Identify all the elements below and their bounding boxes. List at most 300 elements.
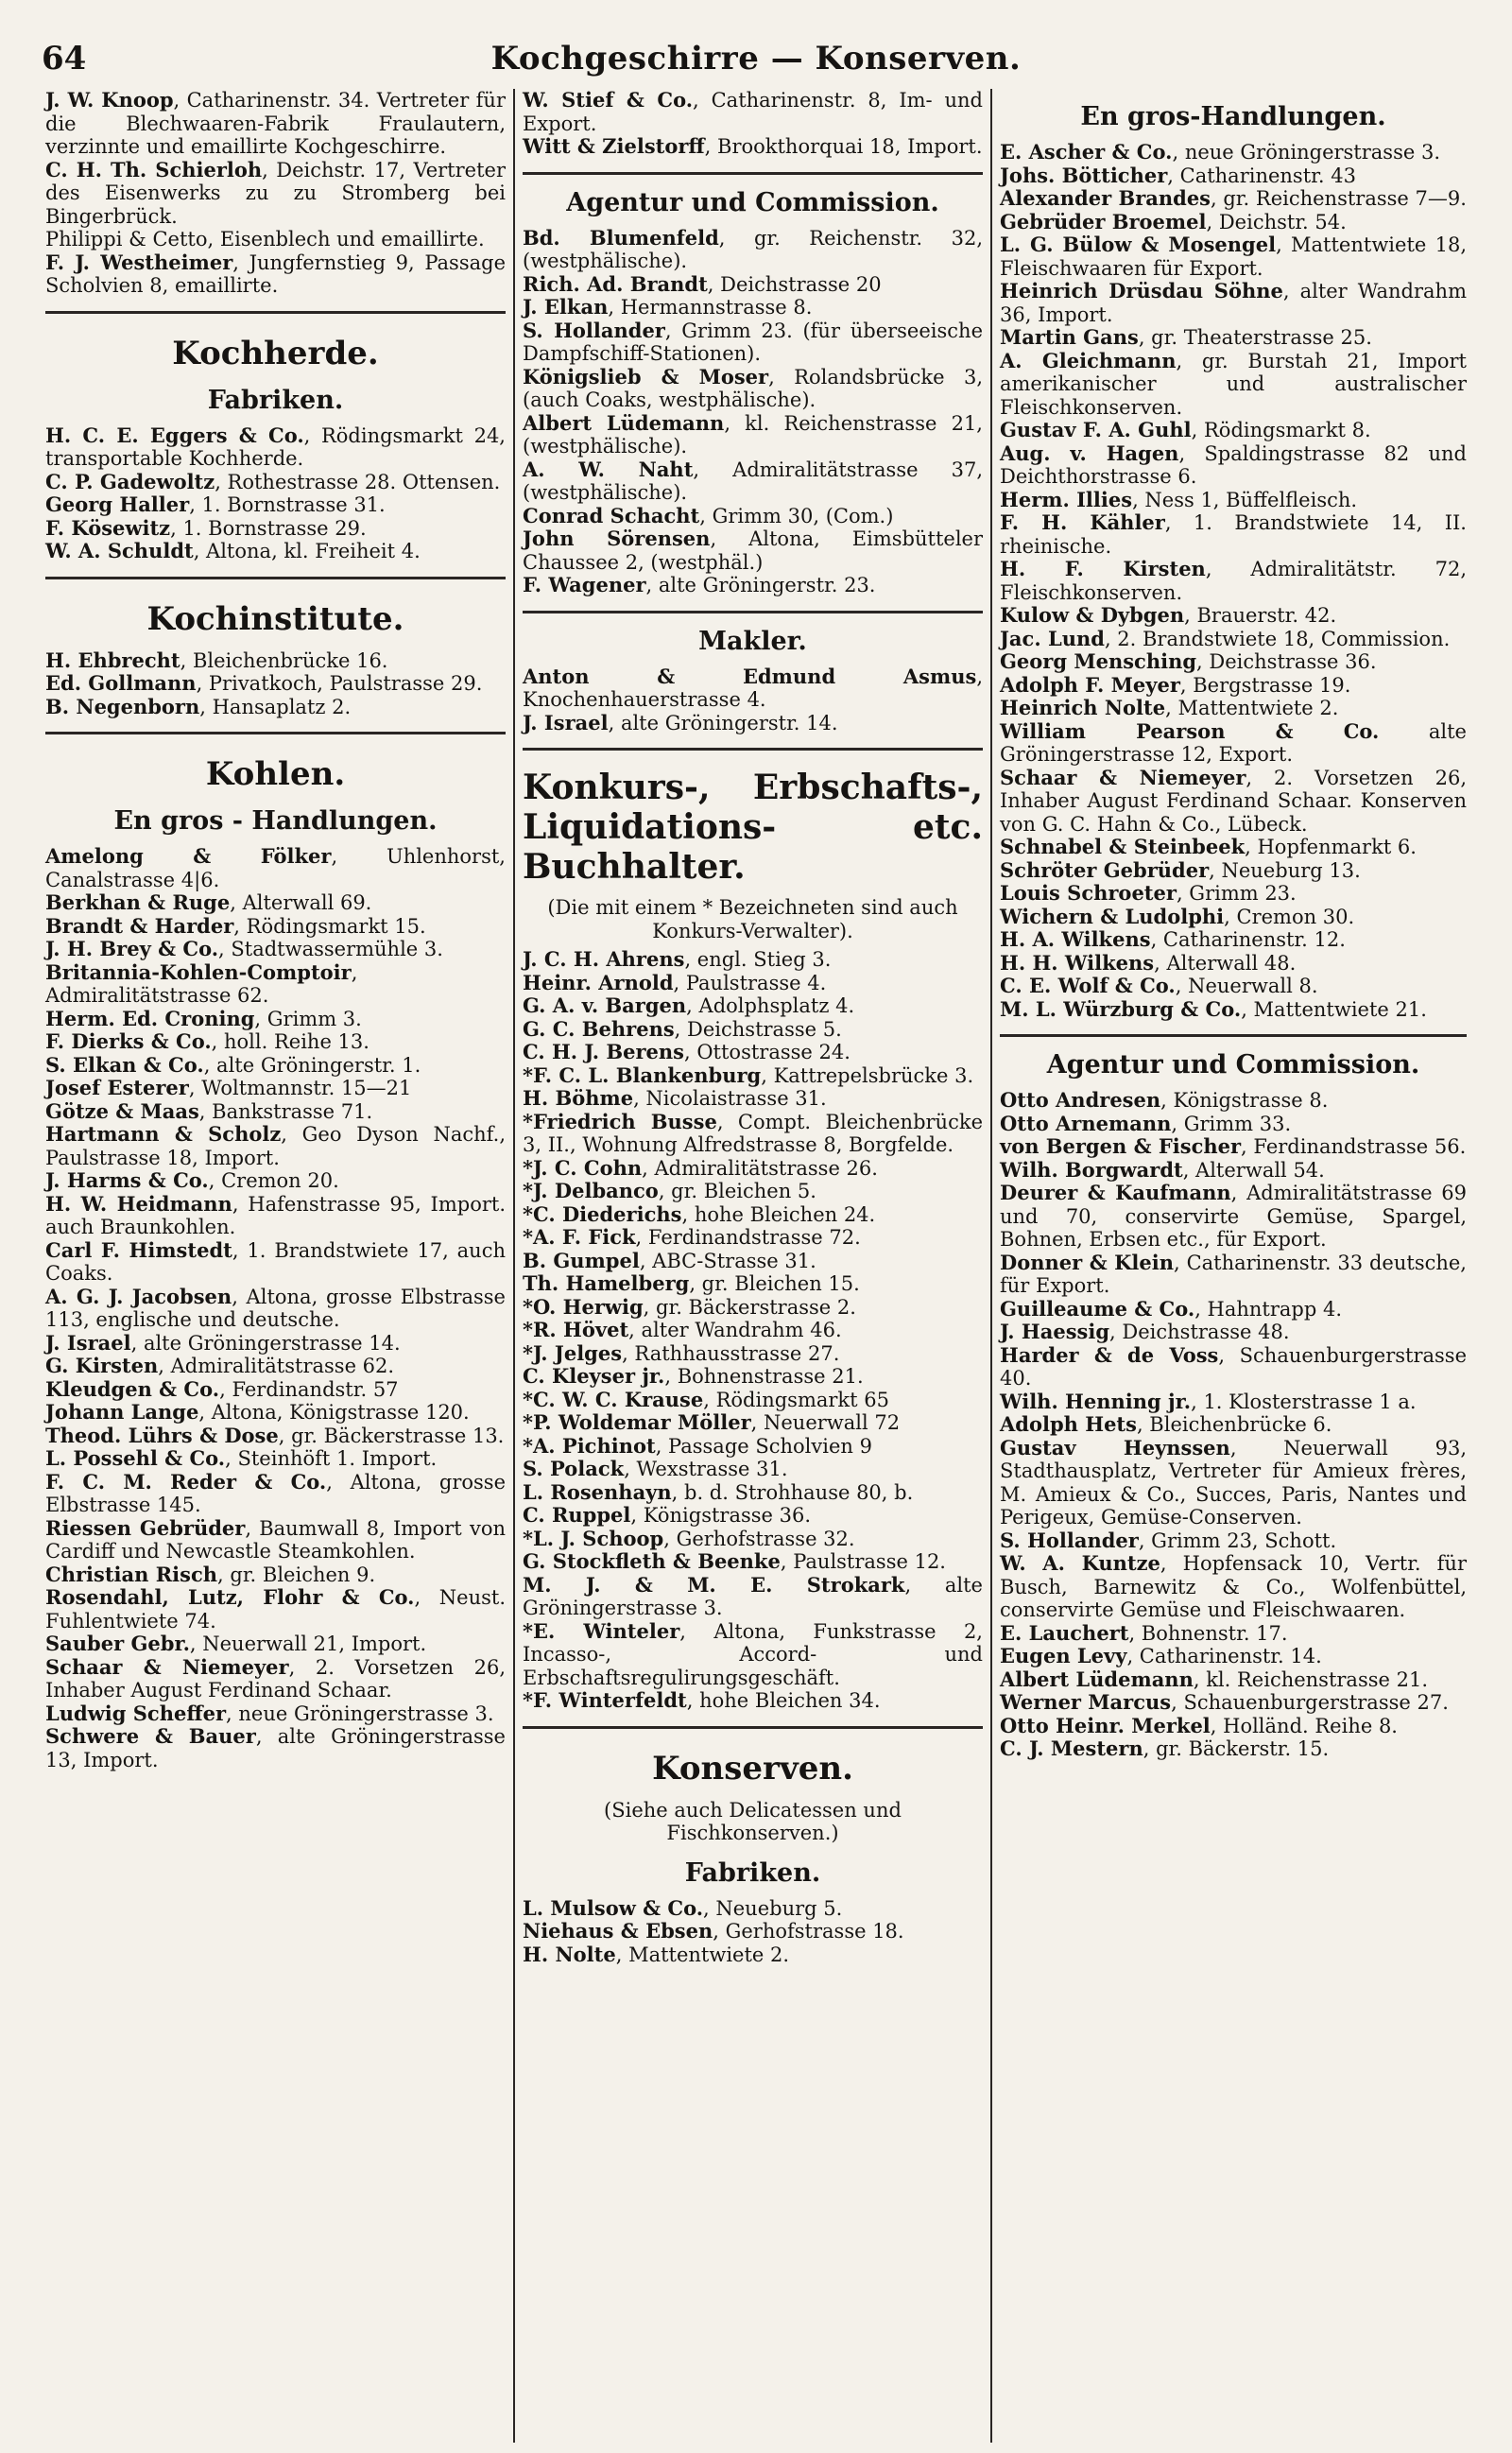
entry-name: B. Gumpel (523, 1248, 640, 1272)
entry-name: Eugen Levy (1000, 1644, 1127, 1667)
directory-entry (1000, 1344, 1467, 1391)
directory-entry (1000, 697, 1467, 720)
section-divider (45, 732, 506, 734)
entry-address: , alte Gröningerstr. 14. (608, 711, 838, 734)
section-divider (523, 748, 983, 751)
entry-name: W. A. Kuntze (1000, 1551, 1160, 1575)
entry-name: H. Ehbrecht (45, 648, 180, 672)
entry-name: J. H. Brey & Co. (45, 937, 219, 960)
directory-entry (1000, 164, 1467, 188)
entry-name: Georg Haller (45, 492, 190, 516)
entry-address: , Brauerstr. 42. (1184, 604, 1337, 627)
directory-entry (45, 1447, 506, 1471)
section-divider (523, 1726, 983, 1729)
entry-name: Kulow & Dybgen (1000, 603, 1185, 627)
directory-entry (1000, 442, 1467, 489)
entry-address: , Ferdinandstr. 57 (219, 1377, 399, 1401)
directory-entry (45, 1425, 506, 1448)
entry-address: , Admiralitätstrasse 37, (westphälische). (523, 458, 983, 504)
directory-entry (45, 1008, 506, 1031)
entry-name: H. F. Kirsten (1000, 557, 1206, 580)
entry-address: , Mattentwiete 21. (1241, 997, 1427, 1021)
entry-name: *J. Jelges (523, 1340, 623, 1365)
directory-entry (1000, 650, 1467, 674)
directory-entry (523, 1041, 983, 1064)
entry-address: , gr. Bäckerstrasse 2. (643, 1295, 856, 1319)
entry-address: , Mattentwiete 18, Fleischwaaren für Export. (1000, 233, 1467, 280)
entry-name: Wichern & Ludolphi (1000, 904, 1225, 928)
entry-address: , b. d. Strohhause 80, b. (671, 1480, 914, 1504)
entry-address: , Hansaplatz 2. (199, 695, 352, 718)
entry-name: W. A. Schuldt (45, 539, 194, 562)
entry-name: J. W. Knoop (45, 89, 174, 112)
entry-name: G. C. Behrens (523, 1016, 675, 1041)
entry-name: L. Mulsow & Co. (523, 1895, 704, 1920)
entry-name: Wilh. Borgwardt (1000, 1157, 1183, 1182)
entry-address: , Altona, kl. Freiheit 4. (193, 540, 421, 562)
entry-name: A. G. J. Jacobsen (45, 1284, 232, 1308)
directory-entry (1000, 511, 1467, 558)
directory-entry (523, 665, 983, 712)
directory-entry (523, 1389, 983, 1412)
directory-entry (45, 1471, 506, 1517)
directory-entry (1000, 211, 1467, 234)
directory-entry (1000, 1298, 1467, 1322)
directory-entry (523, 574, 983, 597)
entry-address: , Gerhofstrasse 18. (713, 1920, 904, 1943)
directory-entry (523, 972, 983, 995)
entry-address: , alte Gröningerstrasse 13, Import. (45, 1725, 506, 1771)
entry-address: , kl. Reichenstrasse 21. (1193, 1667, 1429, 1691)
entry-address: , holl. Reihe 13. (211, 1030, 369, 1053)
entry-address: , 2. Vorsetzen 26, Inhaber August Ferdinand Schaar. (45, 1655, 506, 1702)
entry-name: C. H. Th. Schierloh (45, 157, 263, 181)
directory-entry (523, 1897, 983, 1921)
section-note: (Siehe auch Delicatessen und Fischkonserven.) (604, 1798, 902, 1844)
entry-address: , Hermannstrasse 8. (608, 296, 813, 319)
directory-entry (523, 1203, 983, 1227)
entry-address: , Rolandsbrücke 3, (auch Coaks, westphälische). (523, 365, 983, 411)
entry-name: Schaar & Niemeyer (45, 1654, 289, 1679)
entry-address: , Deichstr. 17, Vertreter des Eisenwerks zu zu Stromberg bei Bingerbrück. (45, 158, 506, 228)
directory-entry (1000, 952, 1467, 976)
directory-entry (45, 1030, 506, 1054)
entry-name: C. J. Mestern (1000, 1736, 1143, 1760)
entry-name: *A. Pichinot (523, 1433, 656, 1458)
entry-name: Martin Gans (1000, 325, 1139, 349)
entry-name: Gustav Heynssen (1000, 1435, 1230, 1460)
entry-name: Herm. Ed. Croning (45, 1006, 255, 1030)
directory-entry (45, 1054, 506, 1078)
directory-entry (523, 1411, 983, 1435)
directory-entry (45, 424, 506, 471)
entry-name: M. J. & M. E. Strokark (523, 1572, 905, 1597)
entry-name: *Friedrich Busse (523, 1109, 717, 1133)
directory-entry (523, 458, 983, 505)
directory-entry (1000, 1159, 1467, 1183)
entry-name: Britannia-Kohlen-Comptoir (45, 959, 352, 984)
entry-name: F. J. Westheimer (45, 250, 233, 274)
entry-name: Werner Marcus (1000, 1690, 1172, 1714)
entry-name: Theod. Lührs & Dose (45, 1423, 279, 1447)
directory-entry (1000, 233, 1467, 280)
entry-name: Kleudgen & Co. (45, 1376, 220, 1401)
entry-address: , Bleichenbrücke 16. (180, 648, 388, 672)
directory-entry (45, 1239, 506, 1286)
directory-entry (523, 1481, 983, 1505)
entry-address: , Catharinenstr. 33 deutsche, für Export. (1000, 1251, 1467, 1297)
entry-address: , Alterwall 48. (1154, 951, 1297, 975)
directory-entry (45, 471, 506, 494)
directory-entry (1000, 558, 1467, 604)
entry-address: , Neuerwall 8. (1175, 975, 1318, 997)
directory-entry (1000, 350, 1467, 420)
entry-address: , Königstrasse 8. (1160, 1089, 1329, 1112)
directory-entry (523, 296, 983, 320)
page-header (38, 36, 1474, 89)
entry-address: , Bleichenbrücke 6. (1136, 1413, 1332, 1436)
entry-name: J. Elkan (523, 295, 609, 319)
entry-name: Harder & de Voss (1000, 1342, 1219, 1367)
entry-name: Schaar & Niemeyer (1000, 765, 1246, 789)
entry-name: S. Elkan & Co. (45, 1052, 204, 1077)
directory-entry (523, 1920, 983, 1943)
entry-name: Adolph F. Meyer (1000, 672, 1180, 697)
directory-entry (523, 1458, 983, 1481)
entry-name: C. P. Gadewoltz (45, 469, 215, 493)
entry-address: , Grimm 23. (für überseeische Dampfschiff-Stationen). (523, 319, 983, 365)
entry-name: A. Gleichmann (1000, 348, 1177, 372)
section-heading: Kochinstitute. (146, 599, 404, 638)
directory-entry (523, 1180, 983, 1203)
directory-entry (523, 1574, 983, 1620)
entry-address: , gr. Reichenstr. 32, (westphälische). (523, 226, 983, 272)
directory-entry (1000, 1737, 1467, 1761)
directory-entry (523, 320, 983, 366)
entry-name: H. H. Wilkens (1000, 950, 1155, 975)
entry-name: Witt & Zielstorff (523, 134, 705, 158)
entry-name: *P. Woldemar Möller (523, 1410, 751, 1434)
directory-entry (45, 696, 506, 719)
entry-name: Berkhan & Ruge (45, 890, 231, 914)
directory-entry (523, 1272, 983, 1296)
entry-address: , Ferdinandstrasse 72. (635, 1226, 861, 1249)
entry-name: Amelong & Fölker (45, 844, 332, 868)
entry-address: , Altona, grosse Elbstrasse 145. (45, 1470, 506, 1516)
entry-address: , Rödingsmarkt 24, transportable Kochherde. (45, 423, 506, 470)
directory-entry (1000, 187, 1467, 211)
entry-address: , Compt. Bleichenbrücke 3, II., Wohnung Alfredstrasse 8, Borgfelde. (523, 1110, 983, 1156)
entry-address: , Holländ. Reihe 8. (1210, 1714, 1398, 1737)
entry-address: , Spaldingstrasse 82 und Deichthorstrasse 6. (1000, 441, 1467, 488)
directory-entry (45, 672, 506, 696)
entry-address: , Altona, Königstrasse 120. (198, 1401, 470, 1424)
entry-name: Albert Lüdemann (1000, 1667, 1194, 1691)
directory-entry (523, 1620, 983, 1690)
entry-name: Otto Heinr. Merkel (1000, 1713, 1211, 1737)
entry-name: Niehaus & Ebsen (523, 1919, 713, 1943)
entry-name: Alexander Brandes (1000, 186, 1211, 210)
directory-entry (523, 1064, 983, 1088)
entry-name: G. A. v. Bargen (523, 993, 687, 1017)
entry-address: , Neuerwall 93, Stadthausplatz, Vertreter für Amieux frères, M. Amieux & Co., Succes, Paris, Nantes und Perigeux, Gemüse-Conserven. (1000, 1436, 1467, 1529)
entry-name: Otto Andresen (1000, 1088, 1161, 1112)
entry-address: , Deichstrasse 36. (1196, 650, 1377, 673)
directory-entry (523, 366, 983, 412)
entry-address: , Ferdinandstrasse 56. (1241, 1135, 1467, 1158)
entry-name: A. W. Naht (523, 457, 694, 481)
entry-name: L. G. Bülow & Mosengel (1000, 233, 1277, 256)
entry-address: , 1. Bornstrasse 29. (170, 516, 367, 540)
entry-address: , Baumwall 8, Import von Cardiff und Newcastle Steamkohlen. (45, 1516, 506, 1563)
directory-entry (45, 1193, 506, 1239)
entry-name: F. C. M. Reder & Co. (45, 1469, 327, 1494)
directory-entry (1000, 998, 1467, 1022)
entry-name: Louis Schroeter (1000, 881, 1177, 905)
entry-name: J. Israel (523, 710, 609, 734)
section-divider (523, 611, 983, 613)
directory-entry (523, 273, 983, 297)
entry-address: , alter Wandrahm 46. (628, 1319, 842, 1341)
entry-name: J. Israel (45, 1330, 131, 1355)
entry-name: F. Kösewitz (45, 515, 171, 540)
directory-entry (45, 517, 506, 541)
section-heading: Konserven. (652, 1749, 853, 1788)
entry-name: H. Böhme (523, 1086, 634, 1110)
entry-address: , Deichstr. 54. (1206, 210, 1347, 233)
column-middle (515, 89, 992, 2443)
entry-address: , Nicolaistrasse 31. (633, 1087, 827, 1110)
entry-address: , Wexstrasse 31. (624, 1458, 788, 1480)
subsection-heading: En gros-Handlungen. (1080, 102, 1386, 131)
directory-entry (523, 948, 983, 972)
directory-entry (1000, 1529, 1467, 1553)
directory-entry (523, 994, 983, 1018)
entry-name: Rosendahl, Lutz, Flohr & Co. (45, 1585, 415, 1609)
directory-entry (1000, 419, 1467, 442)
entry-address: , Privatkoch, Paulstrasse 29. (196, 672, 483, 695)
directory-entry (1000, 882, 1467, 906)
entry-name: *J. Delbanco (523, 1179, 659, 1202)
directory-entry (45, 938, 506, 961)
entry-address: , Uhlenhorst, Canalstrasse 4|6. (45, 845, 506, 891)
entry-name: Schwere & Bauer (45, 1724, 256, 1748)
entry-name: M. L. Würzburg & Co. (1000, 996, 1242, 1021)
entry-address: , 2. Vorsetzen 26, Inhaber August Ferdinand Schaar. Konserven von G. C. Hahn & Co., Lübeck. (1000, 766, 1467, 836)
entry-name: Wilh. Henning jr. (1000, 1389, 1192, 1413)
entry-address: , Grimm 33. (1171, 1112, 1292, 1135)
directory-entry (523, 1504, 983, 1528)
directory-entry (45, 845, 506, 891)
directory-entry (523, 1018, 983, 1042)
entry-address: , Kattrepelsbrücke 3. (761, 1063, 974, 1087)
directory-entry (523, 1689, 983, 1713)
entry-address: , Bergstrasse 19. (1179, 673, 1351, 697)
directory-entry (523, 135, 983, 159)
entry-name: H. Nolte (523, 1942, 616, 1966)
entry-address: , Geo Dyson Nachf., Paulstrasse 18, Import. (45, 1123, 507, 1169)
entry-address: , kl. Reichenstrasse 21, (westphälische). (523, 411, 983, 458)
entry-address: , alte Gröningerstrasse 3. (523, 1573, 983, 1619)
entry-address: , Neueburg 13. (1209, 858, 1361, 882)
directory-entry (45, 961, 506, 1008)
entry-name: Conrad Schacht (523, 503, 700, 527)
entry-name: Sauber Gebr. (45, 1632, 190, 1655)
entry-address: , Rathhausstrasse 27. (622, 1341, 840, 1365)
entry-address: , Catharinenstr. 34. Vertreter für die Blechwaaren-Fabrik Fraulautern, verzinnte und emaillirte Kochgeschirre. (45, 89, 506, 158)
directory-entry (1000, 141, 1467, 164)
directory-entry (523, 1087, 983, 1111)
entry-address: , Cremon 30. (1224, 905, 1355, 928)
directory-entry (45, 1169, 506, 1193)
section-heading: Konkurs-, Erbschafts-, Liquidations- etc. Buchhalter. (523, 768, 983, 887)
directory-entry (1000, 1437, 1467, 1529)
directory-entry (523, 505, 983, 528)
entry-address: , Steinhöft 1. Import. (225, 1447, 438, 1470)
entry-address: , hohe Bleichen 34. (686, 1689, 881, 1712)
entry-address: , Schauenburgerstrasse 27. (1171, 1691, 1449, 1714)
entry-name: G. Stockfleth & Beenke (523, 1549, 781, 1573)
entry-address: , gr. Theaterstrasse 25. (1138, 326, 1372, 349)
entry-address: , Jungfernstieg 9, Passage Scholvien 8, emaillirte. (45, 250, 506, 297)
entry-address: , Adolphsplatz 4. (686, 994, 855, 1017)
entry-address: , Admiralitätstrasse 62. (158, 1355, 395, 1377)
entry-name: Heinrich Nolte (1000, 696, 1166, 719)
entry-address: , Altona, Eimsbütteler Chaussee 2, (westphäl.) (523, 527, 983, 574)
entry-address: , Passage Scholvien 9 (655, 1434, 872, 1458)
entry-name: Götze & Maas (45, 1098, 199, 1123)
directory-entry (523, 1111, 983, 1157)
entry-address: , Knochenhauerstrasse 4. (523, 665, 983, 711)
entry-name: S. Hollander (523, 318, 665, 342)
entry-address: , gr. Bleichen 9. (217, 1563, 376, 1586)
directory-entry (45, 1378, 506, 1402)
directory-entry (1000, 1089, 1467, 1113)
entry-name: C. E. Wolf & Co. (1000, 974, 1176, 997)
directory-entry (1000, 720, 1467, 767)
entry-name: Schnabel & Steinbeek (1000, 835, 1246, 858)
entry-name: H. W. Heidmann (45, 1191, 232, 1216)
entry-name: H. C. E. Eggers & Co. (45, 423, 304, 447)
entry-address: , Ness 1, Büffelfleisch. (1132, 488, 1358, 511)
entry-name: F. Dierks & Co. (45, 1029, 212, 1053)
entry-address: , Hopfenmarkt 6. (1245, 836, 1417, 858)
entry-name: Gebrüder Broemel (1000, 209, 1207, 233)
entry-name: B. Negenborn (45, 694, 200, 718)
directory-entry (523, 1250, 983, 1273)
directory-entry (45, 251, 506, 298)
entry-name: E. Lauchert (1000, 1620, 1129, 1645)
entry-address: , Bohnenstr. 17. (1128, 1621, 1288, 1645)
directory-entry (523, 1226, 983, 1250)
entry-address: , Neuerwall 21, Import. (189, 1632, 427, 1655)
directory-entry (45, 1332, 506, 1356)
subsection-heading: Fabriken. (207, 385, 344, 415)
section-heading: Kohlen. (205, 755, 346, 793)
entry-address: , Paulstrasse 12. (780, 1550, 946, 1573)
directory-entry (1000, 674, 1467, 698)
directory-entry (1000, 326, 1467, 350)
entry-name: Albert Lüdemann (523, 410, 725, 435)
entry-name: W. Stief & Co. (523, 89, 694, 112)
entry-name: Rich. Ad. Brandt (523, 271, 708, 296)
entry-address: , alte Gröningerstrasse 14. (130, 1331, 401, 1355)
directory-entry (45, 1077, 506, 1100)
entry-name: *L. J. Schoop (523, 1526, 664, 1550)
entry-address: , Catharinenstr. 8, Im- und Export. (523, 89, 984, 135)
directory-entry (1000, 1645, 1467, 1668)
entry-address: , Admiralitätstr. 72, Fleischkonserven. (1000, 558, 1467, 604)
column-left (38, 89, 515, 2443)
entry-name: Gustav F. A. Guhl (1000, 418, 1192, 441)
entry-address: , Deichstrasse 48. (1109, 1321, 1290, 1343)
directory-entry (45, 1586, 506, 1632)
directory-entry (523, 227, 983, 273)
directory-entry (45, 1401, 506, 1425)
entry-address: , Grimm 23, Schott. (1138, 1529, 1337, 1552)
subsection-heading: En gros - Handlungen. (113, 806, 438, 836)
entry-address: , Alterwall 69. (230, 891, 372, 914)
entry-address: , Deichstrasse 5. (674, 1017, 842, 1041)
directory-entry (45, 540, 506, 563)
directory-entry (45, 1632, 506, 1656)
entry-address: , Admiralitätstrasse 62. (45, 960, 358, 1007)
directory-entry (45, 1355, 506, 1378)
directory-entry (1000, 604, 1467, 628)
entry-name: *E. Winteler (523, 1618, 680, 1643)
entry-address: , Catharinenstr. 12. (1150, 928, 1346, 951)
entry-name: Heinrich Drüsdau Söhne (1000, 279, 1283, 302)
entry-address: , Hopfensack 10, Vertr. für Busch, Barnewitz & Co., Wolfenbüttel, conservirte Gemüse und Fleischwaaren. (1000, 1552, 1467, 1621)
subsection-heading: Fabriken. (684, 1857, 821, 1888)
entry-name: *F. Winterfeldt (523, 1688, 687, 1712)
entry-address: , Grimm 3. (254, 1007, 362, 1030)
entry-address: , Alterwall 54. (1182, 1158, 1325, 1182)
directory-entry (523, 1365, 983, 1389)
section-divider (523, 172, 983, 175)
entry-address: , Paulstrasse 4. (673, 971, 827, 994)
entry-name: *C. Diederichs (523, 1201, 682, 1226)
directory-entry (1000, 767, 1467, 837)
entry-address: , neue Gröningerstrasse 3. (1172, 141, 1440, 164)
directory-entry (1000, 836, 1467, 859)
entry-address: , 1. Bornstrasse 31. (189, 493, 386, 516)
directory-entry (1000, 928, 1467, 952)
entry-name: *J. C. Cohn (523, 1155, 643, 1180)
entry-address: , gr. Bleichen 5. (658, 1180, 816, 1202)
section-divider (45, 311, 506, 314)
directory-entry (1000, 489, 1467, 512)
section-note: (Die mit einem * Bezeichneten sind auch Konkurs-Verwalter). (547, 896, 958, 942)
entry-address: , Catharinenstr. 14. (1126, 1645, 1322, 1667)
entry-address: , Woltmannstr. 15—21 (188, 1077, 412, 1099)
directory-entry (523, 1157, 983, 1181)
entry-address: , Königstrasse 36. (630, 1504, 812, 1527)
entry-address: , Grimm 30, (Com.) (699, 504, 894, 527)
entry-address: , alter Wandrahm 36, Import. (1000, 280, 1467, 326)
entry-address: , Grimm 23. (1176, 882, 1297, 905)
entry-address: , Hahntrapp 4. (1194, 1297, 1343, 1321)
entry-name: Brandt & Harder (45, 913, 234, 938)
directory-entry (1000, 1622, 1467, 1646)
entry-address: , neue Gröningerstrasse 3. (226, 1702, 494, 1725)
entry-name: von Bergen & Fischer (1000, 1134, 1242, 1158)
entry-name: L. Possehl & Co. (45, 1446, 226, 1470)
entry-address: , Neuerwall 72 (750, 1411, 901, 1434)
subsection-heading: Agentur und Commission. (566, 187, 939, 217)
entry-address: , Rödingsmarkt 8. (1191, 419, 1371, 441)
directory-entry (45, 228, 506, 251)
